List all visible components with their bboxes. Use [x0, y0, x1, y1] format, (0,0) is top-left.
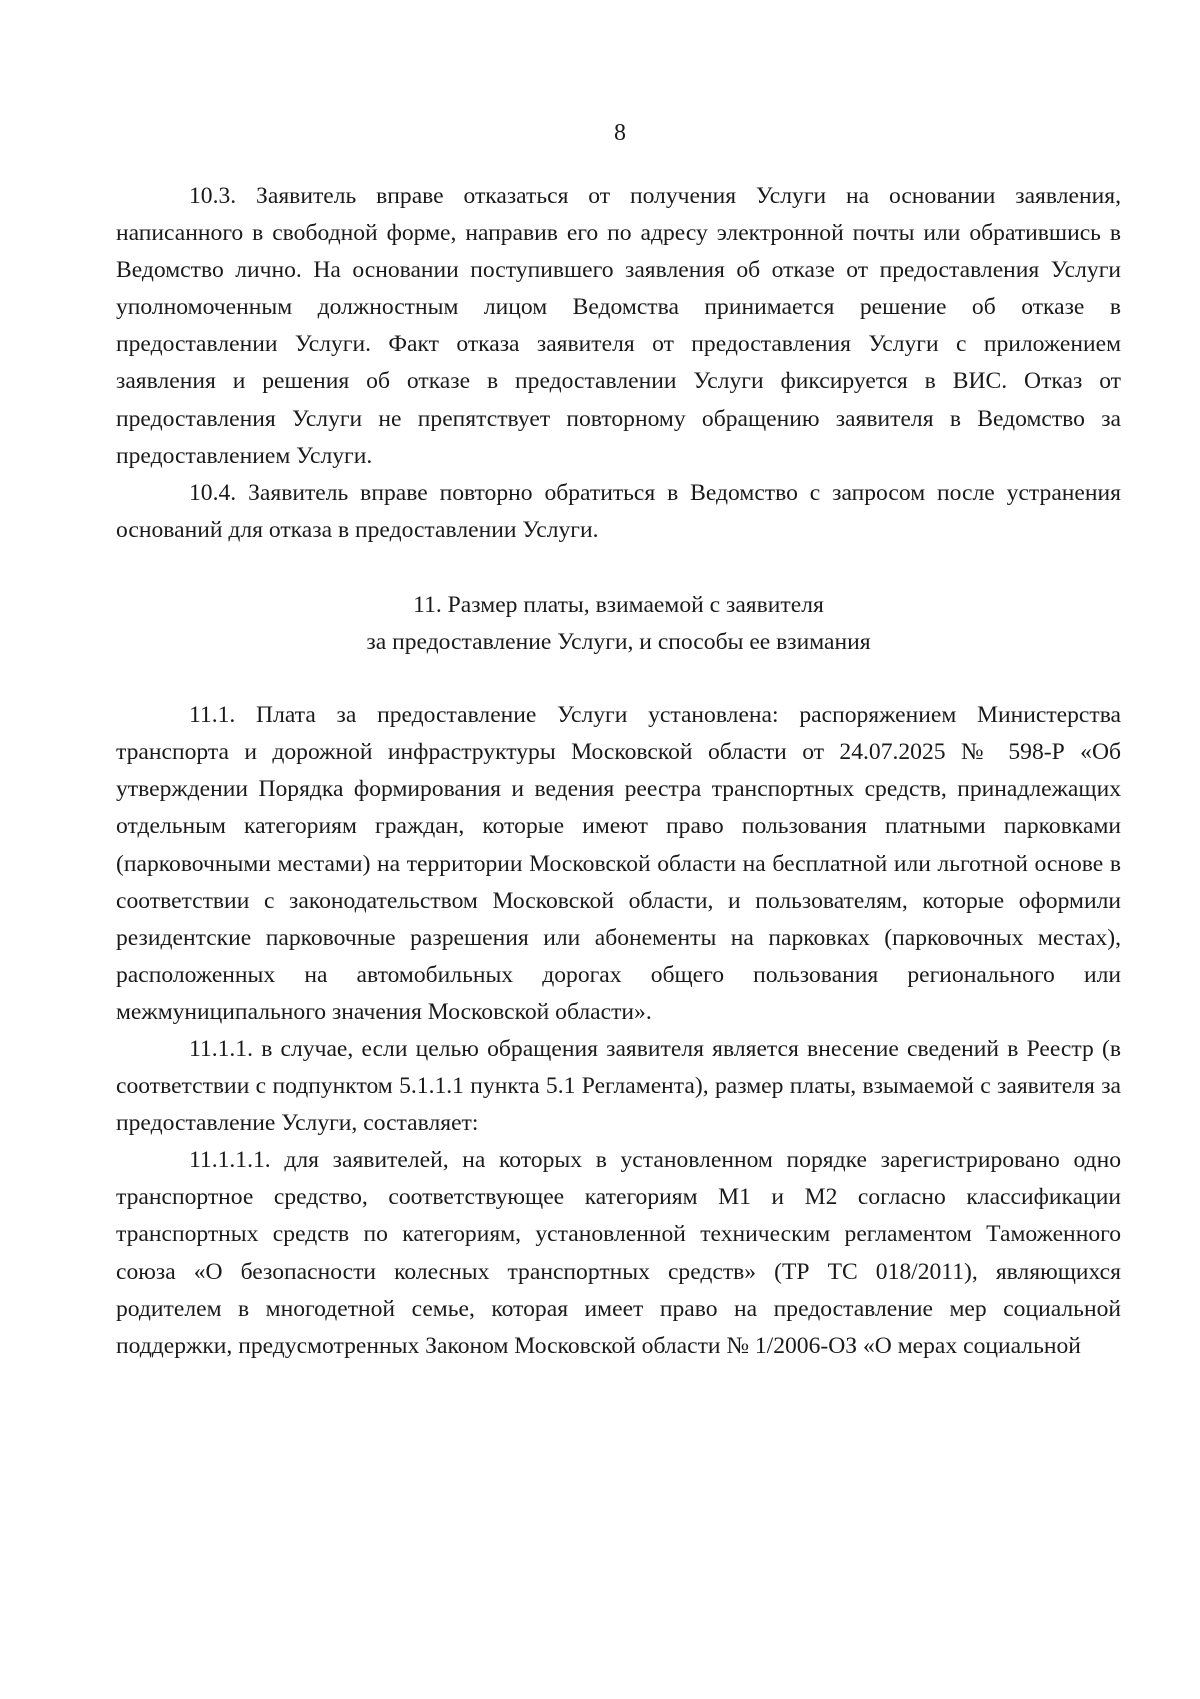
paragraph-11-1-1: 11.1.1. в случае, если целью обращения заявителя является внесение сведений в Реестр (в соответствии с подпунктом 5.1.1.1 пункта 5.1 Регламента), размер платы, взымаемой с заявителя за предоставление Услуги, составляет: — [116, 1035, 1121, 1137]
section-heading-line-2: за предоставление Услуги, и способы ее взимания — [366, 629, 871, 656]
paragraph-11-1-1-1: 11.1.1.1. для заявителей, на которых в установленном порядке зарегистрировано одно транспортное средство, соответствующее категориям М1 и М2 согласно классификации транспортных средств по категориям, установленной техническим регламентом Таможенного союза «О безопасности колесных транспортных средств» (ТР ТС 018/2011), являющихся родителем в многодетной семье, которая имеет право на предоставление мер социальной поддержки, предусмотренных Законом Московской области № 1/2006-ОЗ «О мерах социальной — [116, 1147, 1121, 1359]
paragraph-10-4: 10.4. Заявитель вправе повторно обратиться в Ведомство с запросом после устранения оснований для отказа в предоставлении Услуги. — [116, 479, 1121, 543]
document-body — [116, 178, 1121, 1365]
section-heading-11 — [116, 587, 1121, 661]
section-heading-line-1: 11. Размер платы, взимаемой с заявителя — [413, 591, 824, 618]
page-number: 8 — [614, 120, 626, 146]
paragraph-11-1: 11.1. Плата за предоставление Услуги установлена: распоряжением Министерства транспорта и дорожной инфраструктуры Московской области от 24.07.2025 № 598-Р «Об утверждении Порядка формирования и ведения реестра транспортных средств, принадлежащих отдельным категориям граждан, которые имеют право пользования платными парковками (парковочными местами) на территории Московской области на бесплатной или льготной основе в соответствии с законодательством Московской области, и пользователям, которые оформили резидентские парковочные разрешения или абонементы на парковках (парковочных местах), расположенных на автомобильных дорогах общего пользования регионального или межмуниципального значения Московской области». — [116, 702, 1121, 1025]
paragraph-10-3: 10.3. Заявитель вправе отказаться от получения Услуги на основании заявления, написанного в свободной форме, направив его по адресу электронной почты или обратившись в Ведомство лично. На основании поступившего заявления об отказе от предоставления Услуги уполномоченным должностным лицом Ведомства принимается решение об отказе в предоставлении Услуги. Факт отказа заявителя от предоставления Услуги с приложением заявления и решения об отказе в предоставлении Услуги фиксируется в ВИС. Отказ от предоставления Услуги не препятствует повторному обращению заявителя в Ведомство за предоставлением Услуги. — [116, 183, 1121, 469]
